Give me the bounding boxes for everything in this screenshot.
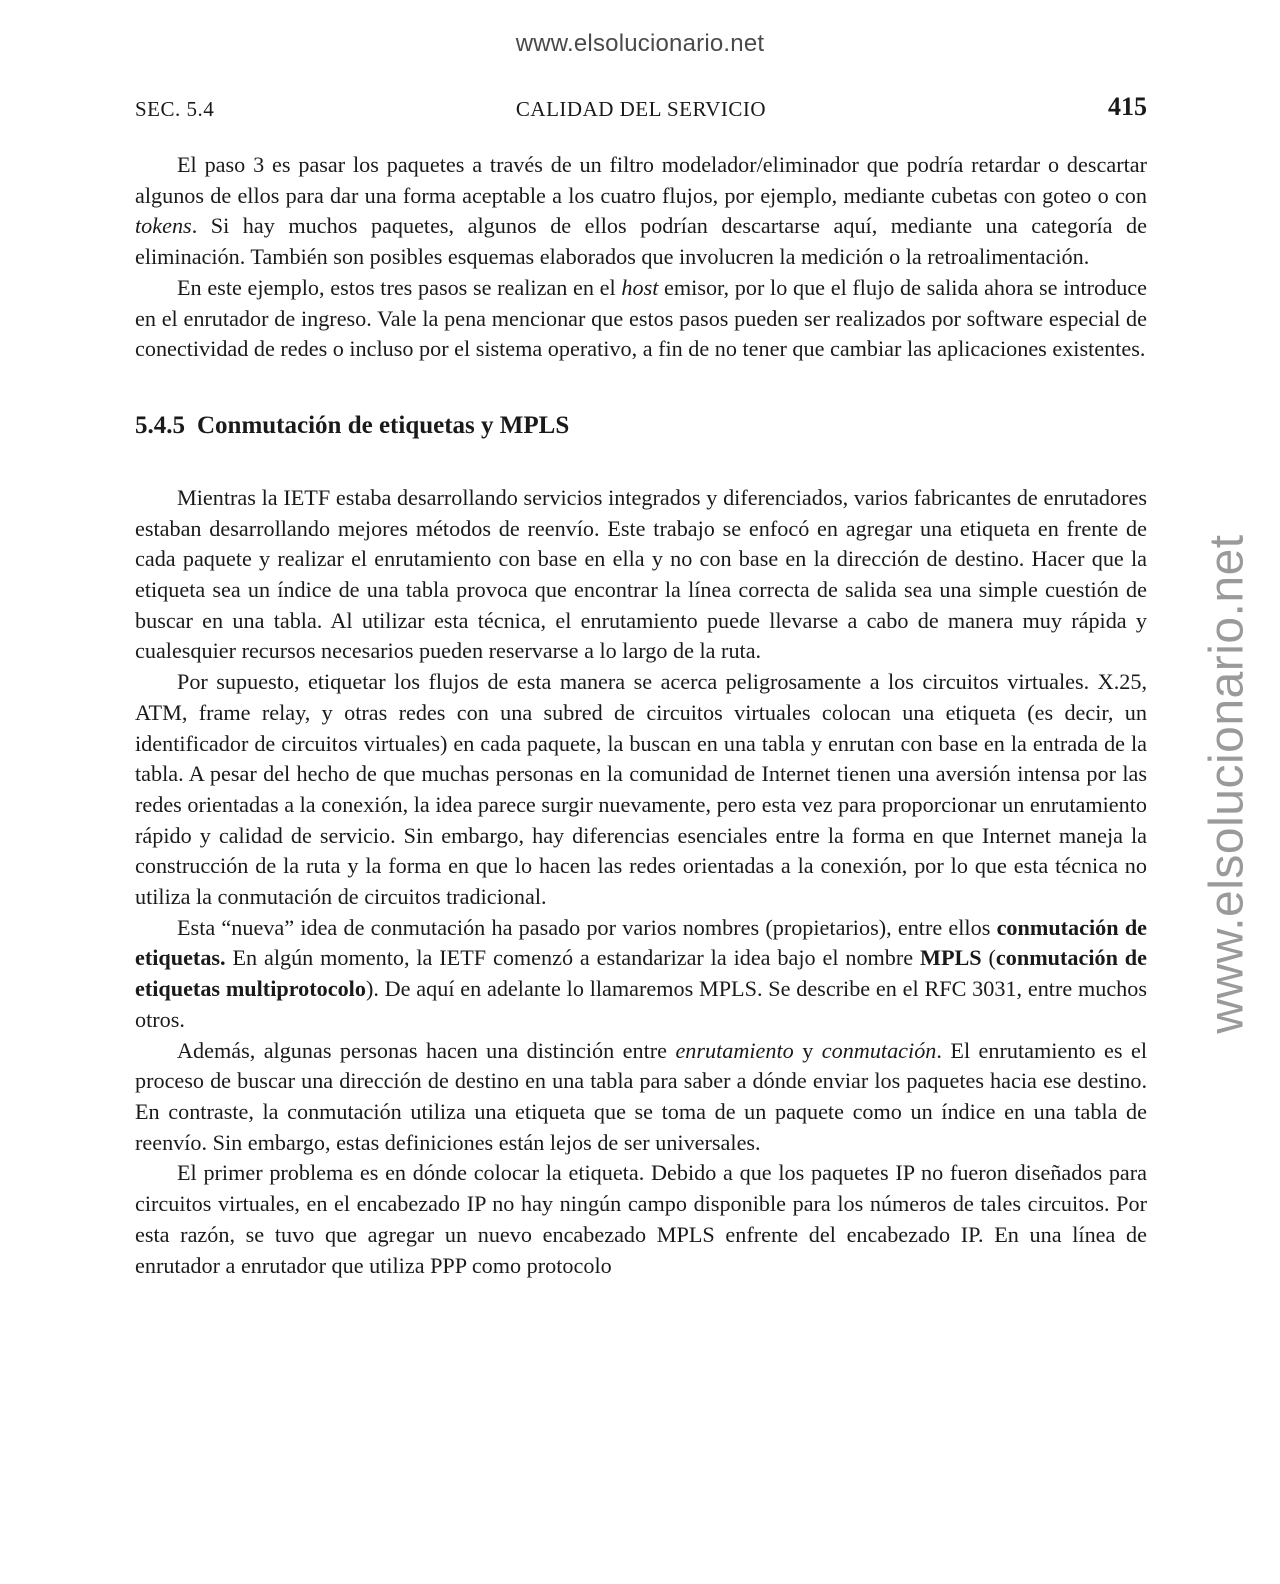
paragraph (135, 150, 1147, 273)
section-title: Conmutación de etiquetas y MPLS (197, 411, 570, 439)
italic-term: conmutación (821, 1037, 937, 1063)
text-run: ). (365, 976, 379, 1002)
page-number: 415 (1108, 92, 1147, 121)
section-heading (135, 409, 1147, 443)
watermark-url-top: www.elsolucionario.net (515, 30, 765, 57)
text-run: De aquí en adelante lo llamaremos MPLS. Se describe en el RFC 3031, entre muchos otros. (135, 976, 1147, 1032)
paragraph (135, 273, 1147, 365)
page-body (135, 150, 1147, 1281)
bold-term: MPLS (920, 945, 982, 971)
italic-term: host (621, 274, 659, 300)
italic-term: tokens (135, 213, 192, 239)
text-run: ( (981, 945, 996, 971)
text-run: emisor, por lo que el flujo de salida ahora se introduce en el enrutador de ingreso. Vale la pena mencionar que estos pasos pueden ser realizados por software especial de conectividad de redes o incluso por el sistema operativo, a fin de no tener que cambiar las aplicaciones existentes. (135, 274, 1147, 362)
chapter-title: CALIDAD DEL SERVICIO (515, 97, 767, 121)
watermark-side-text: www.elsolucionario.net (1200, 534, 1254, 1034)
paragraph (135, 1036, 1147, 1159)
bold-term: conmutación de etiquetas. (135, 914, 1148, 971)
text-run: Además, algunas personas hacen una distinción entre (177, 1037, 676, 1063)
text-run: En algún momento, la IETF comenzó a estandarizar la idea bajo el nombre (225, 945, 920, 971)
paragraph (135, 913, 1147, 1036)
text-run: El paso 3 es pasar los paquetes a través de un filtro modelador/eliminador que podría retardar o descartar algunos de ellos para dar una forma aceptable a los cuatro flujos, por ejemplo, mediante cubetas con goteo o con (135, 152, 1147, 208)
text-run: . El enrutamiento es el proceso de buscar una dirección de destino en una tabla para saber a dónde enviar los paquetes hacia ese destino. En contraste, la conmutación utiliza una etiqueta que se toma de un paquete como un índice en una tabla de reenvío. Sin embargo, estas definiciones están lejos de ser universales. (135, 1037, 1148, 1155)
paragraph: Por supuesto, etiquetar los flujos de esta manera se acerca peligrosamente a los circuitos virtuales. X.25, ATM, frame relay, y otras redes con una subred de circuitos virtuales colocan una etiqueta (es decir, un identificador de circuitos virtuales) en cada paquete, la buscan en una tabla y enrutan con base en la entrada de la tabla. A pesar del hecho de que muchas personas en la comunidad de Internet tienen una aversión intensa por las redes orientadas a la conexión, la idea parece surgir nuevamente, pero esta vez para proporcionar un enrutamiento rápido y calidad de servicio. Sin embargo, hay diferencias esenciales entre la forma en que Internet maneja la construcción de la ruta y la forma en que lo hacen las redes orientadas a la conexión, por lo que esta técnica no utiliza la conmutación de circuitos tradicional. (135, 669, 1147, 910)
bold-term: conmutación de etiquetas multiprotocolo (135, 945, 1147, 1002)
text-run: y (793, 1037, 822, 1063)
running-header (135, 92, 1147, 126)
paragraph: El primer problema es en dónde colocar la etiqueta. Debido a que los paquetes IP no fueron diseñados para circuitos virtuales, en el encabezado IP no hay ningún campo disponible para los números de tales circuitos. Por esta razón, se tuvo que agregar un nuevo encabezado MPLS enfrente del encabezado IP. En una línea de enrutador a enrutador que utiliza PPP como protocolo (135, 1160, 1147, 1278)
section-label: SEC. 5.4 (135, 97, 215, 121)
text-run: En este ejemplo, estos tres pasos se realizan en el (177, 274, 622, 300)
paragraph: Mientras la IETF estaba desarrollando servicios integrados y diferenciados, varios fabricantes de enrutadores estaban desarrollando mejores métodos de reenvío. Este trabajo se enfocó en agregar una etiqueta en frente de cada paquete y realizar el enrutamiento con base en ella y no con base en la dirección de destino. Hacer que la etiqueta sea un índice de una tabla provoca que encontrar la línea correcta de salida sea una simple cuestión de buscar en una tabla. Al utilizar esta técnica, el enrutamiento puede llevarse a cabo de manera muy rápida y cualesquier recursos necesarios pueden reservarse a lo largo de la ruta. (135, 484, 1147, 664)
italic-term: enrutamiento (675, 1037, 794, 1063)
text-run: . Si hay muchos paquetes, algunos de ellos podrían descartarse aquí, mediante una categoría de eliminación. También son posibles esquemas elaborados que involucren la medición o la retroalimentación. (135, 213, 1147, 270)
section-number: 5.4.5 (135, 411, 185, 439)
text-run: Esta “nueva” idea de conmutación ha pasado por varios nombres (propietarios), entre ellos (177, 914, 997, 940)
